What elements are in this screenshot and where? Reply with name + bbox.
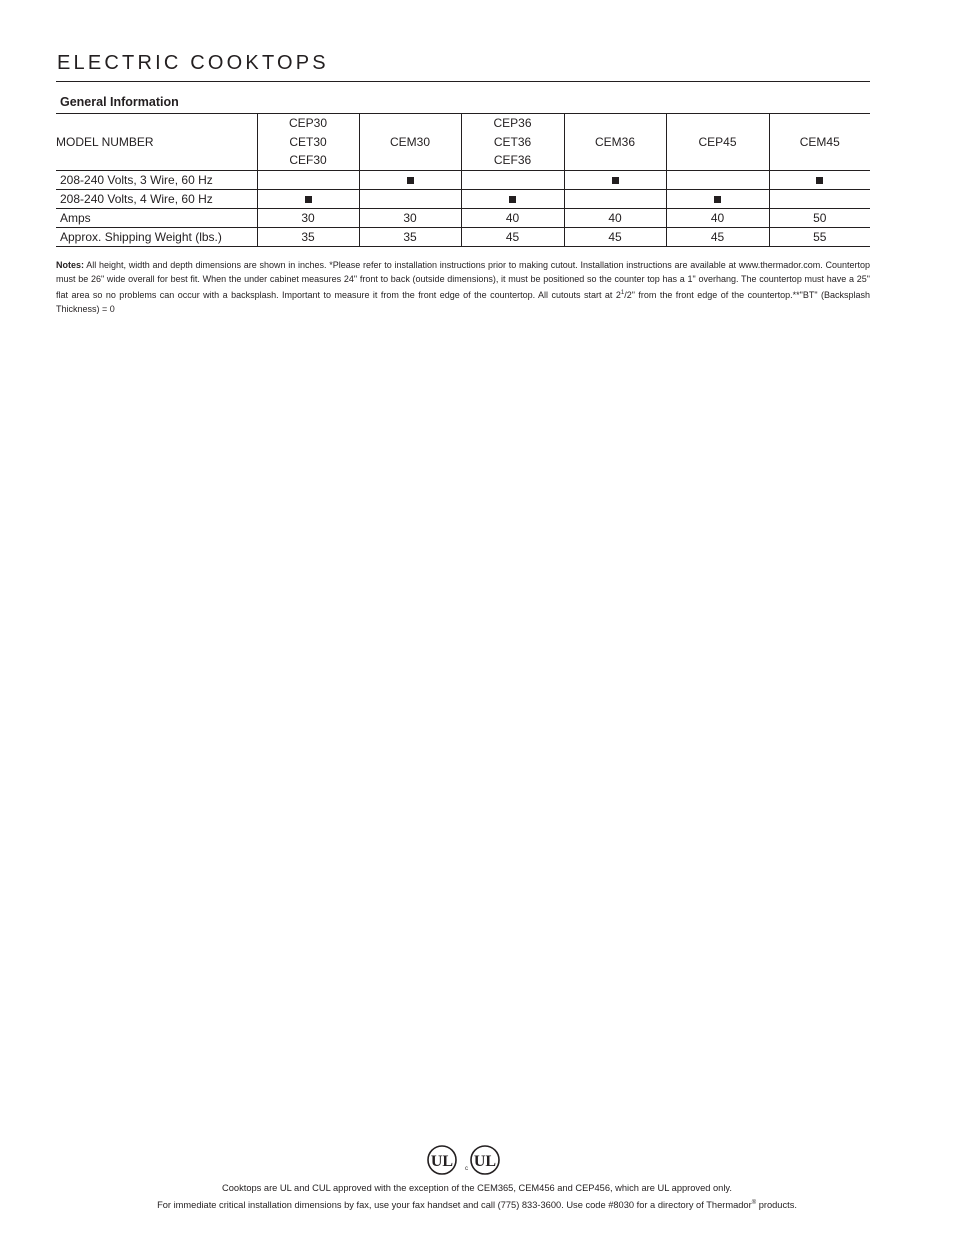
mark-cell bbox=[359, 189, 461, 208]
model-name: CEP30 bbox=[288, 116, 328, 130]
mark-cell bbox=[564, 189, 666, 208]
cul-listed-icon bbox=[465, 1146, 499, 1174]
table-row bbox=[56, 227, 870, 246]
model-name: CEM36 bbox=[594, 134, 635, 149]
mark-cell bbox=[257, 189, 359, 208]
notes-label: Notes: bbox=[56, 260, 85, 270]
footer-approval-line: Cooktops are UL and CUL approved with the exception of the CEM365, CEM456 and CEP456, which are UL approved only. bbox=[222, 1183, 732, 1193]
cul-mark-text: UL bbox=[473, 1153, 497, 1170]
table-cell: 30 bbox=[359, 208, 461, 227]
model-name: CEP45 bbox=[698, 134, 737, 149]
check-square-icon bbox=[509, 196, 516, 203]
model-cell bbox=[257, 114, 359, 171]
model-cell bbox=[359, 114, 461, 171]
mark-cell bbox=[666, 189, 769, 208]
mark-cell bbox=[666, 170, 769, 189]
notes-text: All height, width and depth dimensions are shown in inches. *Please refer to installation instructions prior to making cutout. Installation instructions are available at www.thermador.com. Countertop must be 26" wide overall for best fit. When the under cabinet measures 24" front to back (outside dimensions), it must be positioned so the counter top has a 1" overhang. The countertop must have a 25" flat area so no problems can occur with a backsplash. Important to measure it from the front edge of the countertop. All cutouts start at 2 bbox=[56, 260, 870, 300]
check-square-icon bbox=[612, 177, 619, 184]
table-cell: 50 bbox=[769, 208, 870, 227]
mark-cell bbox=[769, 189, 870, 208]
mark-cell bbox=[769, 170, 870, 189]
footer bbox=[0, 1181, 954, 1213]
title-divider bbox=[56, 81, 870, 82]
ul-mark-text: UL bbox=[430, 1153, 454, 1170]
model-number-row bbox=[56, 114, 870, 171]
model-name: CEM30 bbox=[389, 134, 430, 149]
model-name: CEF36 bbox=[493, 153, 532, 167]
model-name: CEP36 bbox=[493, 116, 532, 130]
page-title: ELECTRIC COOKTOPS bbox=[57, 52, 329, 74]
footer-fax-text-end: products. bbox=[756, 1200, 797, 1211]
ul-listed-icon bbox=[428, 1146, 456, 1174]
mark-cell bbox=[461, 189, 564, 208]
row-label: Approx. Shipping Weight (lbs.) bbox=[56, 227, 257, 246]
mark-cell bbox=[359, 170, 461, 189]
row-label: 208-240 Volts, 3 Wire, 60 Hz bbox=[56, 170, 257, 189]
table-row bbox=[56, 208, 870, 227]
model-cell bbox=[666, 114, 769, 171]
mark-cell bbox=[564, 170, 666, 189]
registered-mark: ® bbox=[751, 1200, 757, 1206]
check-square-icon bbox=[816, 177, 823, 184]
table-cell: 55 bbox=[769, 227, 870, 246]
footer-fax-text: For immediate critical installation dimensions by fax, use your fax handset and call (775) 833-3600. Use code #8030 for a directory of Thermador bbox=[157, 1200, 752, 1211]
table-cell: 45 bbox=[461, 227, 564, 246]
notes-text-end: " from the front edge of the countertop.**"BT" (Backsplash Thickness) = 0 bbox=[56, 290, 870, 314]
mark-cell bbox=[461, 170, 564, 189]
row-label: 208-240 Volts, 4 Wire, 60 Hz bbox=[56, 189, 257, 208]
fraction-denominator: /2 bbox=[624, 290, 632, 300]
model-cell bbox=[564, 114, 666, 171]
table-cell: 35 bbox=[257, 227, 359, 246]
model-name: CET30 bbox=[289, 134, 327, 149]
table-cell: 40 bbox=[564, 208, 666, 227]
model-cell bbox=[461, 114, 564, 171]
table-cell: 45 bbox=[564, 227, 666, 246]
model-name: CET36 bbox=[493, 134, 532, 149]
table-cell: 30 bbox=[257, 208, 359, 227]
model-cell bbox=[769, 114, 870, 171]
model-number-label: MODEL NUMBER bbox=[56, 114, 257, 171]
table-cell: 40 bbox=[461, 208, 564, 227]
fraction-numerator: 1 bbox=[620, 290, 625, 296]
table-row bbox=[56, 189, 870, 208]
model-name: CEF30 bbox=[289, 153, 327, 167]
model-name: CEM45 bbox=[799, 134, 840, 149]
table-cell: 45 bbox=[666, 227, 769, 246]
table-cell: 40 bbox=[666, 208, 769, 227]
check-square-icon bbox=[714, 196, 721, 203]
certification-logos bbox=[427, 1144, 503, 1176]
check-square-icon bbox=[305, 196, 312, 203]
cul-prefix: c bbox=[465, 1166, 468, 1172]
table-row bbox=[56, 170, 870, 189]
table-cell: 35 bbox=[359, 227, 461, 246]
row-label: Amps bbox=[56, 208, 257, 227]
section-title: General Information bbox=[60, 95, 179, 109]
mark-cell bbox=[257, 170, 359, 189]
footer-fax-line bbox=[0, 1196, 954, 1213]
general-information-table bbox=[56, 113, 870, 247]
check-square-icon bbox=[407, 177, 414, 184]
notes-paragraph bbox=[56, 258, 870, 316]
